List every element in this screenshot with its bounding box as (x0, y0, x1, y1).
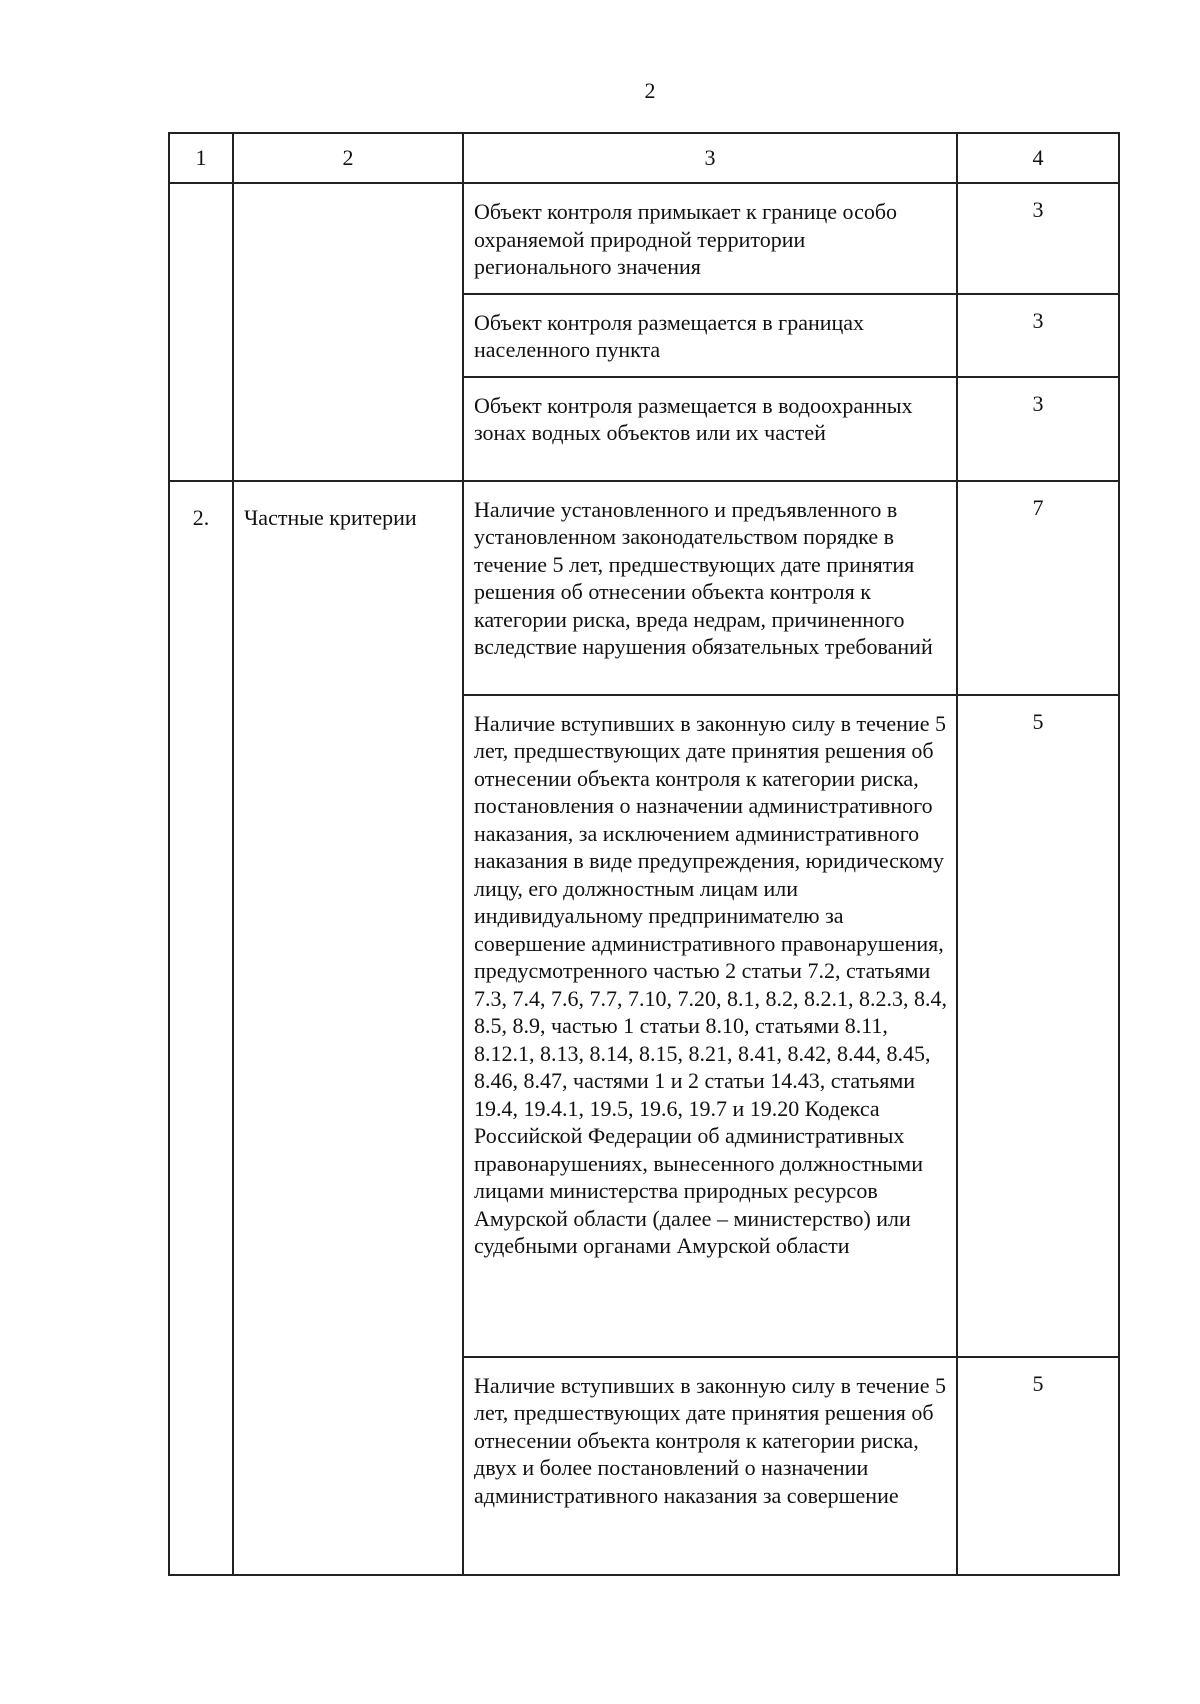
criterion-score: 7 (957, 481, 1119, 695)
criterion-score: 5 (957, 1357, 1119, 1575)
criterion-score: 5 (957, 695, 1119, 1357)
empty-number-cell (169, 183, 233, 481)
header-col-4: 4 (957, 133, 1119, 183)
header-col-2: 2 (233, 133, 463, 183)
criterion-text: Наличие установленного и предъявленного в установленном законодательством порядке в течение 5 лет, предшествующих дате принятия решения об отнесении объекта контроля к категории риска, вреда недрам, причиненного вследствие нарушения обязательных требований (463, 481, 957, 695)
criteria-table (168, 132, 1120, 1576)
criterion-text: Объект контроля размещается в водоохранных зонах водных объектов или их частей (463, 377, 957, 481)
group-number: 2. (169, 481, 233, 1575)
empty-criterion-cell (233, 183, 463, 481)
criterion-text: Объект контроля размещается в границах населенного пункта (463, 294, 957, 377)
header-col-1: 1 (169, 133, 233, 183)
table-row (169, 481, 1119, 695)
criterion-text: Объект контроля примыкает к границе особо охраняемой природной территории регионального значения (463, 183, 957, 294)
criterion-score: 3 (957, 294, 1119, 377)
page-number: 2 (644, 78, 656, 103)
header-col-3: 3 (463, 133, 957, 183)
group-criterion: Частные критерии (233, 481, 463, 1575)
table-header-row (169, 133, 1119, 183)
criterion-text: Наличие вступивших в законную силу в течение 5 лет, предшествующих дате принятия решения об отнесении объекта контроля к категории риска, двух и более постановлений о назначении административного наказания за совершение (463, 1357, 957, 1575)
criterion-text: Наличие вступивших в законную силу в течение 5 лет, предшествующих дате принятия решения об отнесении объекта контроля к категории риска, постановления о назначении административного наказания, за исключением административного наказания в виде предупреждения, юридическому лицу, его должностным лицам или индивидуальному предпринимателю за совершение административного правонарушения, предусмотренного частью 2 статьи 7.2, статьями 7.3, 7.4, 7.6, 7.7, 7.10, 7.20, 8.1, 8.2, 8.2.1, 8.2.3, 8.4, 8.5, 8.9, частью 1 статьи 8.10, статьями 8.11, 8.12.1, 8.13, 8.14, 8.15, 8.21, 8.41, 8.42, 8.44, 8.45, 8.46, 8.47, частями 1 и 2 статьи 14.43, статьями 19.4, 19.4.1, 19.5, 19.6, 19.7 и 19.20 Кодекса Российской Федерации об административных правонарушениях, вынесенного должностными лицами министерства природных ресурсов Амурской области (далее – министерство) или судебными органами Амурской области (463, 695, 957, 1357)
table-row (169, 183, 1119, 294)
criterion-score: 3 (957, 377, 1119, 481)
criterion-score: 3 (957, 183, 1119, 294)
